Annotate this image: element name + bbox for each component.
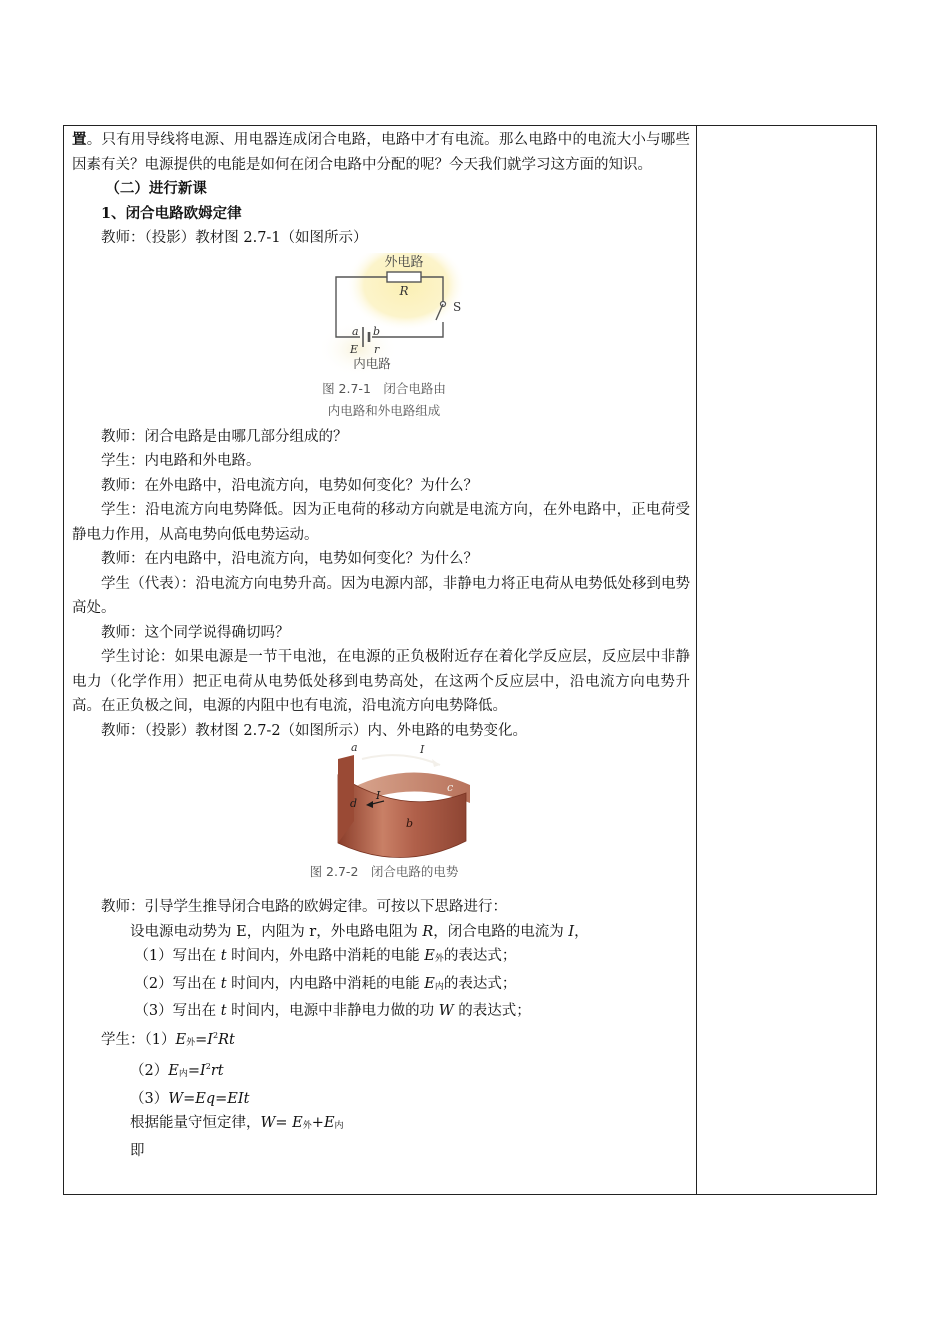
section-heading: （二）进行新课 xyxy=(105,180,207,197)
var-E: E xyxy=(175,1031,187,1048)
circuit-figure xyxy=(72,253,690,421)
outer-current-arrowhead xyxy=(432,759,440,767)
question-text: 的表达式； xyxy=(443,975,517,992)
question-text: 时间内，电源中非静电力做的功 xyxy=(226,1003,439,1019)
dialogue-line: 学生讨论：如果电源是一节干电池，在电源的正负极附近存在着化学反应层，反应层中非静电力（化学作用）把正电荷从电势低处移到电势高处，在这两个反应层中，沿电流方向电势升高。在正负极之间，电源的内阻中也有电流，沿电流方向电势降低。 xyxy=(72,649,690,714)
answer-1 xyxy=(72,1024,690,1056)
energy-text: 根据能量守恒定律， xyxy=(130,1115,261,1131)
dialogue-line: 教师：在外电路中，沿电流方向，电势如何变化？为什么？ xyxy=(101,477,478,494)
dialogue-line: 教师：这个同学说得确切吗？ xyxy=(101,624,290,641)
var-E: E xyxy=(424,948,435,964)
setup-text: ， xyxy=(574,923,589,940)
dialogue-line: 学生：内电路和外电路。 xyxy=(101,453,261,469)
subscript-inner: 内 xyxy=(334,1121,344,1131)
subscript-inner: 内 xyxy=(178,1069,188,1079)
figure2-caption: 图 2.7-2 闭合电路的电势 xyxy=(309,864,459,879)
var-E: E xyxy=(292,1115,303,1131)
intro-paragraph xyxy=(72,128,690,177)
point-d-label: d xyxy=(350,797,358,810)
question-text: 的表达式； xyxy=(443,948,517,964)
potential-figure xyxy=(72,745,690,889)
dialogue-line: 学生：沿电流方向电势降低。因为正电荷的移动方向就是电流方向，在外电路中，正电荷受静电力作用，从高电势向低电势运动。 xyxy=(72,502,690,543)
column-divider xyxy=(696,126,697,1194)
setup-text: 设电源电动势为 E，内阻为 r，外电路电阻为 xyxy=(130,923,423,940)
dialogue-line: 教师：（投影）教材图 2.7-2（如图所示）内、外电路的电势变化。 xyxy=(101,722,528,739)
subscript-outer: 外 xyxy=(186,1037,196,1048)
emf-label: E xyxy=(350,342,359,356)
intro-bold-char: 置 xyxy=(72,131,87,148)
derivation-setup xyxy=(72,920,690,945)
question-2 xyxy=(72,972,690,1000)
superscript: 2 xyxy=(212,1030,219,1040)
point-c-label: c xyxy=(447,781,454,794)
dialogue-block xyxy=(72,425,690,744)
outer-current-arrow xyxy=(362,755,440,765)
question-text: 时间内，内电路中消耗的电能 xyxy=(226,975,425,992)
dialogue-line: 教师：在内电路中，沿电流方向，电势如何变化？为什么？ xyxy=(101,551,478,567)
answer-number: （1） xyxy=(144,1031,176,1048)
equation-part: = xyxy=(275,1115,293,1131)
equation-part: Rt xyxy=(218,1031,235,1048)
lesson-table xyxy=(63,125,877,1195)
student-label: 学生： xyxy=(101,1031,145,1048)
subscript-outer: 外 xyxy=(302,1121,312,1131)
subscript-inner: 内 xyxy=(434,981,444,992)
switch-label: S xyxy=(453,299,462,314)
question-text: 时间内，外电路中消耗的电能 xyxy=(226,948,425,964)
var-t: t xyxy=(220,1003,227,1019)
internal-resistance-label: r xyxy=(374,342,380,356)
answer-3 xyxy=(72,1087,690,1112)
answer-number: （3） xyxy=(130,1090,169,1107)
terminal-b-label: b xyxy=(373,324,381,338)
equation-part: + xyxy=(311,1115,324,1131)
resistor-symbol xyxy=(387,272,421,282)
question-1 xyxy=(72,944,690,972)
energy-conservation xyxy=(72,1111,690,1139)
equation-part: W=Eq=EIt xyxy=(168,1090,250,1107)
setup-I: I xyxy=(568,923,575,940)
var-E: E xyxy=(168,1063,179,1079)
question-text: （2）写出在 xyxy=(134,975,221,992)
figure1-caption-line1: 图 2.7-1 闭合电路由 xyxy=(322,380,446,396)
setup-text: ，闭合电路的电流为 xyxy=(433,923,569,940)
outer-circuit-label: 外电路 xyxy=(384,254,424,270)
subsection-heading: 1、闭合电路欧姆定律 xyxy=(101,204,242,222)
lesson-content xyxy=(72,128,690,1163)
answer-2 xyxy=(72,1055,690,1087)
var-E: E xyxy=(323,1115,335,1131)
var-E: E xyxy=(424,975,435,992)
equation-part: rt xyxy=(210,1063,224,1079)
question-text: （3）写出在 xyxy=(134,1003,221,1019)
resistor-label: R xyxy=(399,283,409,298)
question-text: 的表达式； xyxy=(453,1003,531,1019)
setup-R: R xyxy=(422,923,434,940)
answer-number: （2） xyxy=(130,1063,169,1079)
figure1-caption-line2: 内电路和外电路组成 xyxy=(327,402,441,418)
var-W: W xyxy=(438,1003,454,1019)
inner-circuit-label: 内电路 xyxy=(353,355,391,371)
equation-part: =I xyxy=(187,1063,206,1079)
point-a-label: a xyxy=(351,745,358,754)
var-t: t xyxy=(220,948,227,964)
intro-text: 。只有用导线将电源、用电器连成闭合电路，电路中才有电流。那么电路中的电流大小与哪些因素有关？电源提供的电能是如何在闭合电路中分配的呢？今天我们就学习这方面的知识。 xyxy=(72,132,691,173)
superscript: 2 xyxy=(205,1062,211,1071)
subscript-outer: 外 xyxy=(434,954,444,964)
therefore-line: 即 xyxy=(130,1142,145,1159)
var-t: t xyxy=(220,975,227,992)
var-W: W xyxy=(260,1115,276,1131)
question-text: （1）写出在 xyxy=(134,948,221,964)
teacher-projection-1: 教师：（投影）教材图 2.7-1（如图所示） xyxy=(101,230,368,246)
equation-part: =I xyxy=(195,1031,213,1048)
derivation-intro: 教师：引导学生推导闭合电路的欧姆定律。可按以下思路进行： xyxy=(101,899,507,915)
dialogue-line: 学生（代表）：沿电流方向电势升高。因为电源内部，非静电力将正电荷从电势低处移到电势高处。 xyxy=(72,575,690,616)
derivation-block xyxy=(72,895,690,1163)
question-3 xyxy=(72,999,690,1024)
inner-current-label: I xyxy=(376,789,381,802)
dialogue-line: 教师：闭合电路是由哪几部分组成的？ xyxy=(101,428,348,445)
terminal-a-label: a xyxy=(352,324,359,338)
point-b-label: b xyxy=(406,817,414,830)
outer-current-label: I xyxy=(420,745,425,756)
